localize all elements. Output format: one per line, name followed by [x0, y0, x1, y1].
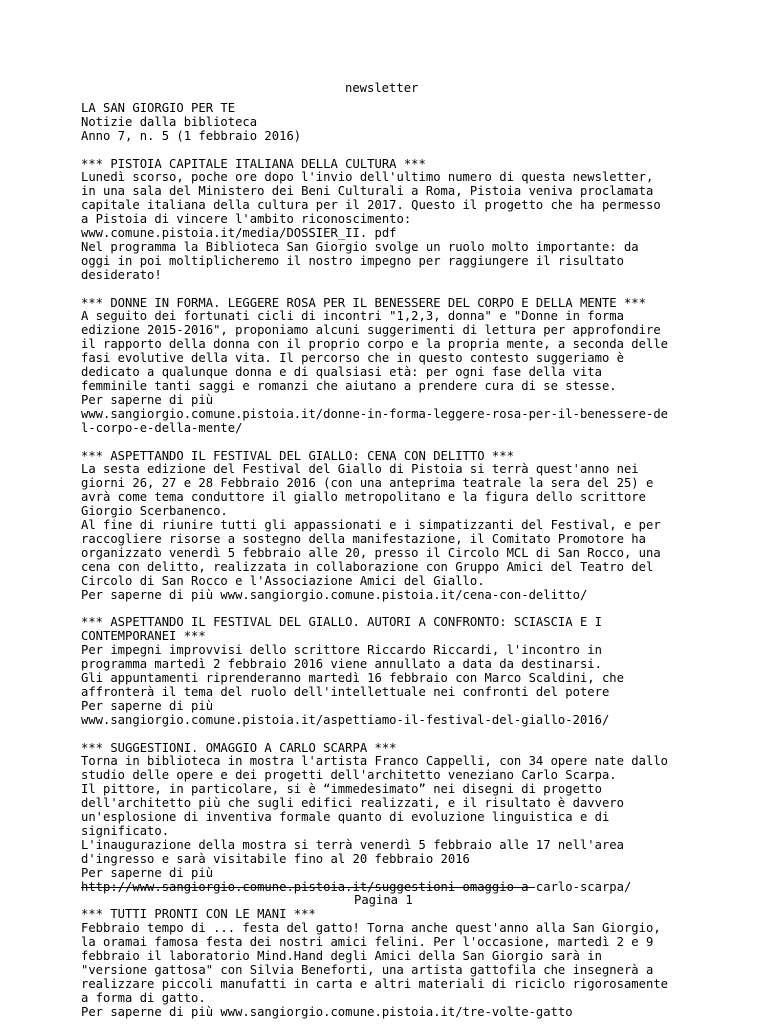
- newsletter-sections: [81, 158, 721, 1020]
- article-text: Torna in biblioteca in mostra l'artista Franco Cappelli, con 34 opere nate dallo: [81, 754, 668, 769]
- article-text: Febbraio tempo di ... festa del gatto! Torna anche quest'anno alla San Giorgio,: [81, 921, 661, 936]
- article-text: Al fine di riunire tutti gli appassionati e i simpatizzanti del Festival, e per: [81, 518, 661, 533]
- article-text: l-corpo-e-della-mente/: [81, 420, 243, 435]
- newsletter-article: [81, 297, 721, 436]
- newsletter-article: [81, 742, 721, 895]
- article-heading: *** ASPETTANDO IL FESTIVAL DEL GIALLO: CENA CON DELITTO ***: [81, 448, 514, 463]
- article-text: realizzare piccoli manufatti in carta e altri materiali di riciclo rigorosamente: [81, 976, 668, 991]
- article-text: Il pittore, in particolare, si è “immedesimato” nei disegni di progetto: [81, 782, 602, 797]
- article-text: a forma di gatto.: [81, 990, 206, 1005]
- article-text: femminile tanti saggi e romanzi che aiutano a prendere cura di se stesse.: [81, 379, 617, 393]
- article-text: Per saperne di più: [81, 392, 214, 407]
- article-text: Per saperne di più: [81, 865, 214, 880]
- page-number: Pagina 1: [354, 893, 413, 907]
- article-text: significato.: [81, 823, 170, 838]
- article-link[interactable]: www.sangiorgio.comune.pistoia.it/donne-in-forma-leggere-rosa-per-il-benessere-de: [81, 406, 668, 421]
- newsletter-article: [81, 450, 721, 603]
- article-text: Lunedì scorso, poche ore dopo l'invio dell'ultimo numero di questa newsletter,: [81, 170, 654, 185]
- article-text: studio delle opere e dei progetti dell'architetto veneziano Carlo Scarpa.: [81, 768, 617, 783]
- article-text: organizzato venerdì 5 febbraio alle 20, presso il Circolo MCL di San Rocco, una: [81, 545, 661, 560]
- article-link[interactable]: www.comune.pistoia.it/media/DOSSIER_II. pdf: [81, 226, 397, 241]
- article-text: avrà come tema conduttore il giallo metropolitano e la figura dello scrittore: [81, 490, 646, 505]
- article-text: la oramai famosa festa dei nostri amici felini. Per l'occasione, martedì 2 e 9: [81, 935, 654, 950]
- article-heading: *** SUGGESTIONI. OMAGGIO A CARLO SCARPA ***: [81, 740, 397, 755]
- article-text: d'ingresso e sarà visitabile fino al 20 febbraio 2016: [81, 851, 470, 866]
- article-link[interactable]: www.sangiorgio.comune.pistoia.it/aspettiamo-il-festival-del-giallo-2016/: [81, 712, 610, 727]
- article-text: Giorgio Scerbanenco.: [81, 504, 228, 519]
- article-text: Nel programma la Biblioteca San Giorgio svolge un ruolo molto importante: da: [81, 239, 639, 254]
- article-text: L'inaugurazione della mostra si terrà venerdì 5 febbraio alle 17 nell'area: [81, 837, 624, 852]
- article-heading: *** PISTOIA CAPITALE ITALIANA DELLA CULTURA ***: [81, 156, 426, 171]
- article-text: CONTEMPORANEI ***: [81, 629, 206, 644]
- article-heading: *** TUTTI PRONTI CON LE MANI ***: [81, 907, 316, 922]
- article-text: programma martedì 2 febbraio 2016 viene annullato a data da destinarsi.: [81, 657, 602, 672]
- newsletter-article: [81, 158, 721, 283]
- article-text: edizione 2015-2016", proponiamo alcuni suggerimenti di lettura per approfondire: [81, 323, 661, 338]
- article-text: dedicato a qualunque donna e di qualsiasi età: per ogni fase della vita: [81, 365, 602, 380]
- masthead-line: Notizie dalla biblioteca: [81, 114, 258, 129]
- article-text: Per saperne di più www.sangiorgio.comune.pistoia.it/tre-volte-gatto: [81, 1004, 573, 1019]
- article-heading: *** ASPETTANDO IL FESTIVAL DEL GIALLO. AUTORI A CONFRONTO: SCIASCIA E I: [81, 615, 602, 630]
- masthead-line: Anno 7, n. 5 (1 febbraio 2016): [81, 128, 302, 143]
- article-text: "versione gattosa" con Silvia Beneforti, una artista gattofila che insegnerà a: [81, 963, 654, 977]
- article-text: A seguito dei fortunati cicli di incontri "1,2,3, donna" e "Donne in forma: [81, 309, 624, 324]
- masthead: [81, 102, 721, 144]
- document-title: newsletter: [345, 81, 419, 95]
- article-text: febbraio il laboratorio Mind.Hand degli Amici della San Giorgio sarà in: [81, 949, 602, 964]
- article-text: oggi in poi moltiplicheremo il nostro impegno per raggiungere il risultato: [81, 253, 624, 268]
- article-text: Per saperne di più www.sangiorgio.comune.pistoia.it/cena-con-delitto/: [81, 587, 588, 602]
- article-text: il rapporto della donna con il proprio corpo e la propria mente, a seconda delle: [81, 337, 668, 352]
- newsletter-article: [81, 908, 721, 1019]
- article-text: Gli appuntamenti riprenderanno martedì 16 febbraio con Marco Scaldini, che: [81, 671, 624, 685]
- article-text: Per saperne di più: [81, 698, 214, 713]
- newsletter-page: [81, 82, 721, 1034]
- article-link[interactable]: http://www.sangiorgio.comune.pistoia.it/suggestioni-omaggio-a-carlo-scarpa/: [81, 879, 632, 894]
- article-text: giorni 26, 27 e 28 Febbraio 2016 (con una anteprima teatrale la sera del 25) e: [81, 476, 654, 491]
- newsletter-article: [81, 616, 721, 727]
- article-text: raccogliere risorse a sostegno della manifestazione, il Comitato Promotore ha: [81, 531, 646, 546]
- article-text: Circolo di San Rocco e l'Associazione Amici del Giallo.: [81, 573, 485, 588]
- article-heading: *** DONNE IN FORMA. LEGGERE ROSA PER IL BENESSERE DEL CORPO E DELLA MENTE ***: [81, 295, 646, 310]
- footer-divider: [81, 887, 535, 888]
- article-text: dell'architetto più che sugli edifici realizzati, e il risultato è davvero: [81, 796, 624, 811]
- article-text: affronterà il tema del ruolo dell'intellettuale nei confronti del potere: [81, 684, 610, 699]
- article-text: La sesta edizione del Festival del Giallo di Pistoia si terrà quest'anno nei: [81, 462, 639, 477]
- masthead-line: LA SAN GIORGIO PER TE: [81, 100, 236, 115]
- article-text: Per impegni improvvisi dello scrittore Riccardo Riccardi, l'incontro in: [81, 643, 602, 658]
- article-text: fasi evolutive della vita. Il percorso che in questo contesto suggeriamo è: [81, 351, 624, 366]
- article-text: desiderato!: [81, 267, 162, 282]
- article-text: capitale italiana della cultura per il 2017. Questo il progetto che ha permesso: [81, 198, 661, 213]
- article-text: cena con delitto, realizzata in collaborazione con Gruppo Amici del Teatro del: [81, 559, 654, 574]
- article-text: in una sala del Ministero dei Beni Culturali a Roma, Pistoia veniva proclamata: [81, 184, 654, 199]
- article-text: un'esplosione di inventiva formale quanto di evoluzione linguistica e di: [81, 810, 610, 825]
- article-text: a Pistoia di vincere l'ambito riconoscimento:: [81, 212, 412, 227]
